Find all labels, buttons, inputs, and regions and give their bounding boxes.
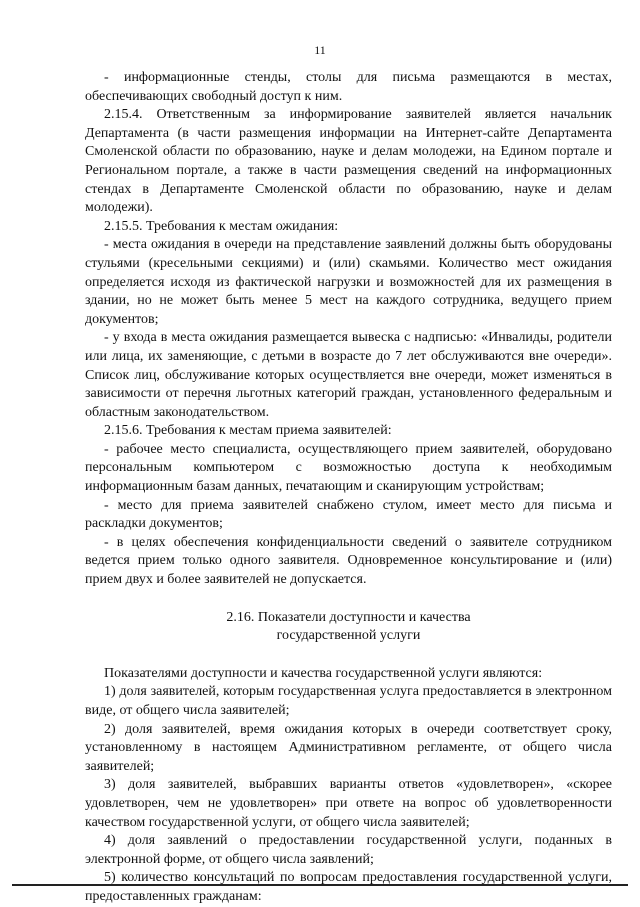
paragraph-entrance-sign: - у входа в места ожидания размещается вывеска с надписью: «Инвалиды, родители или лица, их заменяющие, с детьми в возрасте до 7 лет обслуживаются вне очереди». Список лиц, обслуживание которых осуществляется вне очереди, может изменяться в зависимости от перечня льготных категорий граждан, установленного федеральным и областным законодательством. (85, 330, 612, 420)
paragraph-indicator-2: 2) доля заявителей, время ожидания которых в очереди соответствует сроку, установленному в настоящем Административном регламенте, от общего числа заявителей; (85, 721, 612, 774)
paragraph-2-15-5: 2.15.5. Требования к местам ожидания: (104, 218, 339, 234)
paragraph-indicator-5: 5) количество консультаций по вопросам предоставления государственной услуги, предоставленных гражданам: (85, 870, 612, 904)
section-heading-line-2: государственной услуги (276, 628, 421, 644)
paragraph-workplace: - рабочее место специалиста, осуществляющего прием заявителей, оборудовано персональным компьютером с возможностью доступа к необходимым информационным базам данных, печатающим и сканирующим устройствам; (85, 441, 612, 495)
paragraph-2-15-6: 2.15.6. Требования к местам приема заявителей: (104, 423, 392, 439)
paragraph-indicators-intro: Показателями доступности и качества государственной услуги являются: (104, 665, 543, 681)
paragraph-reception-place: - место для приема заявителей снабжено стулом, имеет место для письма и раскладки документов; (85, 497, 612, 532)
section-heading-line-1: 2.16. Показатели доступности и качества (226, 609, 471, 625)
paragraph-info-stands: - информационные стенды, столы для письма размещаются в местах, обеспечивающих свободный доступ к ним. (85, 70, 612, 104)
document-body (85, 69, 612, 907)
paragraph-indicator-1: 1) доля заявителей, которым государственная услуга предоставляется в электронном виде, от общего числа заявителей; (85, 684, 612, 718)
section-heading-2-16 (85, 609, 612, 646)
paragraph-indicator-4: 4) доля заявлений о предоставлении государственной услуги, поданных в электронной форме, от общего числа заявлений; (85, 833, 612, 867)
paragraph-indicator-3: 3) доля заявителей, выбравших варианты ответов «удовлетворен», «скорее удовлетворен, чем не удовлетворен» при ответе на вопрос об удовлетворенности качеством государственной услуги, от общего числа заявителей; (85, 777, 612, 830)
paragraph-2-15-4: 2.15.4. Ответственным за информирование заявителей является начальник Департамента (в части размещения информации на Интернет-сайте Департамента Смоленской области по образованию, науке и делам молодежи, на Едином портале и Региональном портале, а также в части размещения сведений на информационных стендах в Департаменте Смоленской области по образованию, науке и делам молодежи). (85, 107, 612, 216)
paragraph-confidentiality: - в целях обеспечения конфиденциальности сведений о заявителе сотрудником ведется прием только одного заявителя. Одновременное консультирование и (или) прием двух и более заявителей не допускается. (85, 534, 612, 588)
paragraph-waiting-seats: - места ожидания в очереди на представление заявлений должны быть оборудованы стульями (кресельными секциями) и (или) скамьями. Количество мест ожидания определяется исходя из фактической нагрузки и возможностей для их размещения в здании, но не может быть менее 5 мест на каждого сотрудника, ведущего прием документов; (85, 237, 612, 327)
bottom-divider-line (12, 884, 628, 886)
page-number: 11 (314, 43, 326, 57)
